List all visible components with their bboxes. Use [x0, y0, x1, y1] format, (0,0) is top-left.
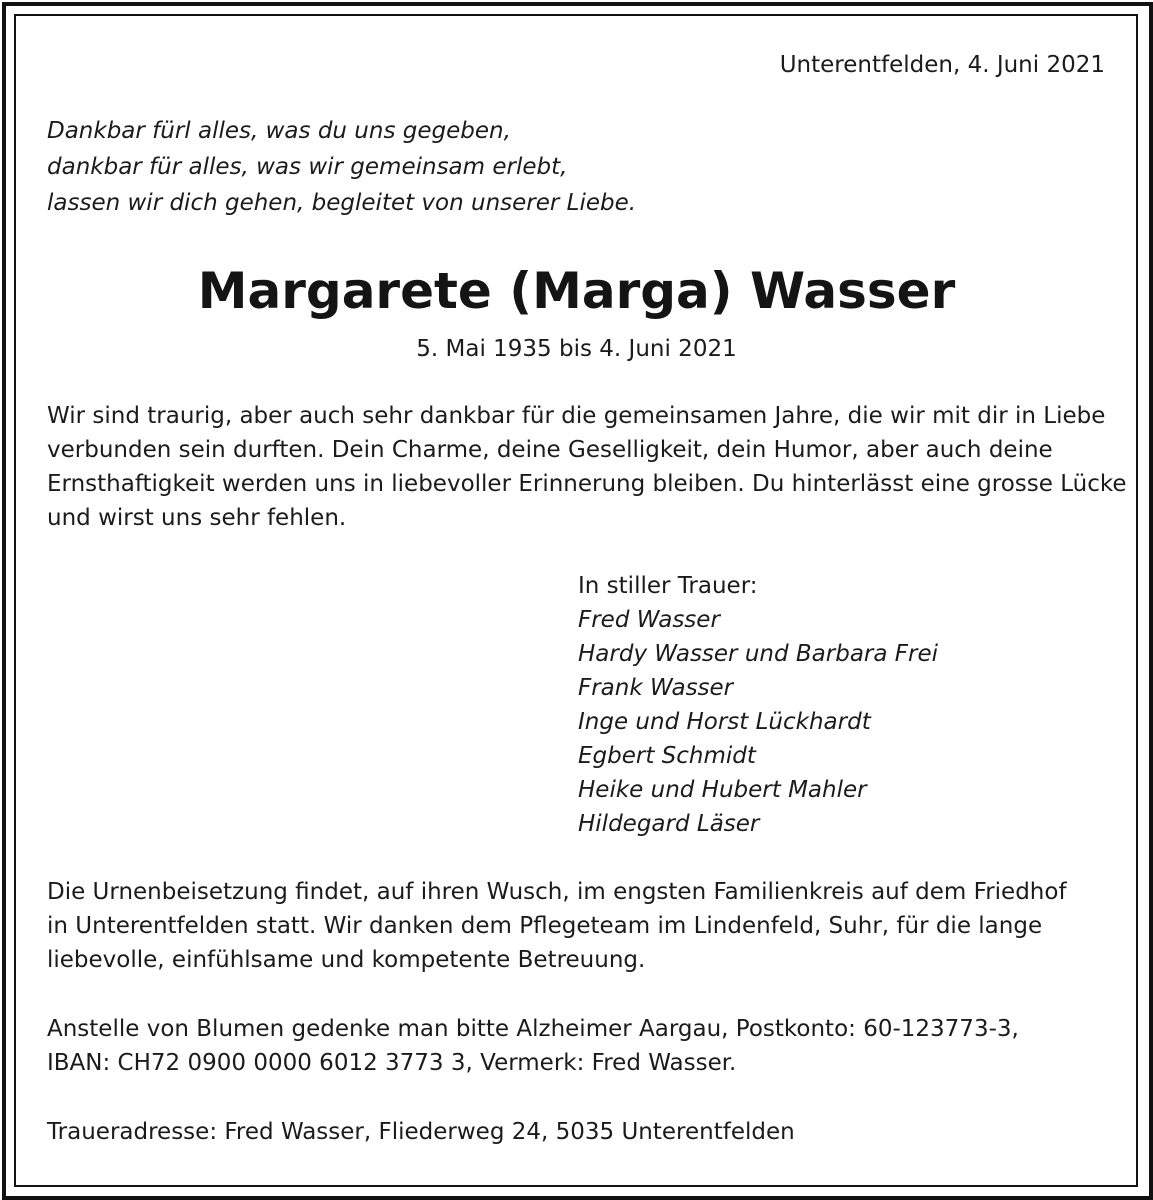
tribute-line: Ernsthaftigkeit werden uns in liebevoller Erinnerung bleiben. Du hinterlässt eine grosse Lücke: [47, 471, 1127, 497]
mourner-name: Inge und Horst Lückhardt: [578, 709, 871, 735]
motto-line: Dankbar fürl alles, was du uns gegeben,: [47, 118, 511, 144]
burial-paragraph: [47, 875, 1067, 977]
donation-line: IBAN: CH72 0900 0000 6012 3773 3, Vermerk: Fred Wasser.: [47, 1050, 737, 1076]
mourner-name: Hardy Wasser und Barbara Frei: [578, 641, 939, 667]
mourner-name: Heike und Hubert Mahler: [578, 777, 867, 803]
burial-line: liebevolle, einfühlsame und kompetente Betreuung.: [47, 947, 646, 973]
tribute-line: verbunden sein durften. Dein Charme, deine Geselligkeit, dein Humor, aber auch deine: [47, 437, 1053, 463]
motto-line: lassen wir dich gehen, begleitet von unserer Liebe.: [47, 190, 637, 216]
mourner-name: Egbert Schmidt: [578, 743, 756, 769]
place-date: Unterentfelden, 4. Juni 2021: [779, 52, 1105, 78]
mourning-address: Traueradresse: Fred Wasser, Fliederweg 24, 5035 Unterentfelden: [47, 1119, 795, 1145]
mourner-name: Frank Wasser: [578, 675, 734, 701]
tribute-paragraph: [47, 399, 1126, 535]
mourners-list: [578, 569, 938, 841]
motto-verse: [47, 113, 636, 221]
burial-line: in Unterentfelden statt. Wir danken dem Pflegeteam im Lindenfeld, Suhr, für die lange: [47, 913, 1043, 939]
burial-line: Die Urnenbeisetzung findet, auf ihren Wusch, im engsten Familienkreis auf dem Friedhof: [47, 879, 1067, 905]
deceased-name: Margarete (Marga) Wasser: [197, 262, 956, 320]
motto-line: dankbar für alles, was wir gemeinsam erlebt,: [47, 154, 568, 180]
life-dates: 5. Mai 1935 bis 4. Juni 2021: [416, 336, 737, 362]
tribute-line: Wir sind traurig, aber auch sehr dankbar für die gemeinsamen Jahre, die wir mit dir in Liebe: [47, 403, 1106, 429]
donation-paragraph: [47, 1012, 1019, 1080]
mourners-heading: In stiller Trauer:: [578, 573, 758, 599]
mourner-name: Fred Wasser: [578, 607, 720, 633]
tribute-line: und wirst uns sehr fehlen.: [47, 505, 347, 531]
donation-line: Anstelle von Blumen gedenke man bitte Alzheimer Aargau, Postkonto: 60-123773-3,: [47, 1016, 1019, 1042]
mourner-name: Hildegard Läser: [578, 811, 760, 837]
